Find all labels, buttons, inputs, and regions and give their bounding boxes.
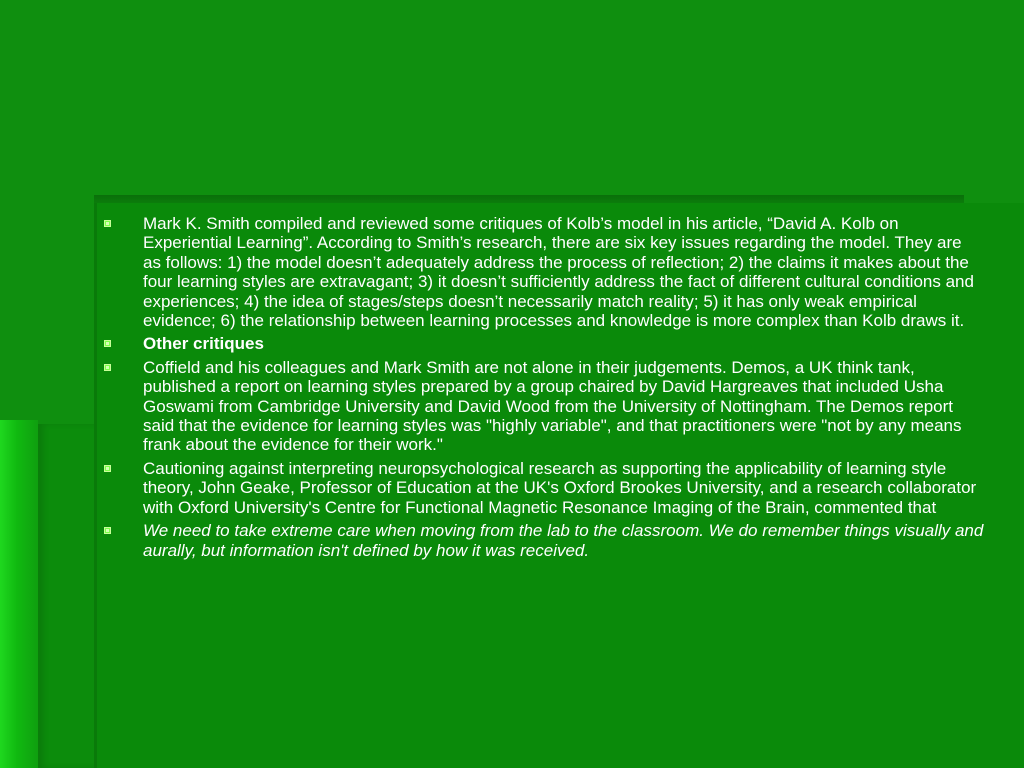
- bullet-text: Coffield and his colleagues and Mark Smith are not alone in their judgements. Demos, a UK think tank, published a report on learning styles prepared by a group chaired by David Hargreaves that included Usha Goswami from Cambridge University and David Wood from the University of Nottingham. The Demos report said that the evidence for learning styles was "highly variable", and that practitioners were "not by any means frank about the evidence for their work.": [143, 357, 962, 455]
- bullet-item-demos-report: [104, 358, 984, 455]
- bullet-text: Cautioning against interpreting neuropsychological research as supporting the applicability of learning style theory, John Geake, Professor of Education at the UK's Oxford Brookes University, and a research collaborator with Oxford University's Centre for Functional Magnetic Resonance Imaging of the Brain, commented that: [143, 458, 977, 517]
- decorative-left-block: [38, 424, 96, 768]
- bullet-item-smith-critiques: [104, 214, 984, 330]
- bullet-item-geake-caution: [104, 459, 984, 517]
- square-bullet-icon: [104, 220, 111, 227]
- square-bullet-icon: [104, 527, 111, 534]
- slide-body: [104, 214, 984, 564]
- bullet-heading: Other critiques: [143, 334, 264, 354]
- decorative-top-bar: [94, 195, 964, 203]
- bullet-item-other-critiques: [104, 334, 984, 353]
- square-bullet-icon: [104, 340, 111, 347]
- bullet-text: Mark K. Smith compiled and reviewed some critiques of Kolb’s model in his article, “David A. Kolb on Experiential Learning”. According to Smith’s research, there are six key issues regarding the model. They are as follows: 1) the model doesn’t adequately address the process of reflection; 2) the claims it makes about the four learning styles are extravagant; 3) it doesn’t sufficiently address the fact of different cultural conditions and experiences; 4) the idea of stages/steps doesn’t necessarily match reality; 5) it has only weak empirical evidence; 6) the relationship between learning processes and knowledge is more complex than Kolb draws it.: [143, 214, 974, 331]
- square-bullet-icon: [104, 465, 111, 472]
- bullet-list: [104, 214, 984, 560]
- bullet-item-geake-quote: [104, 521, 984, 560]
- content-panel-edge: [94, 203, 97, 768]
- square-bullet-icon: [104, 364, 111, 371]
- bullet-quote: We need to take extreme care when moving from the lab to the classroom. We do remember things visually and aurally, but information isn't defined by how it was received.: [143, 521, 984, 560]
- decorative-left-strip: [0, 420, 38, 768]
